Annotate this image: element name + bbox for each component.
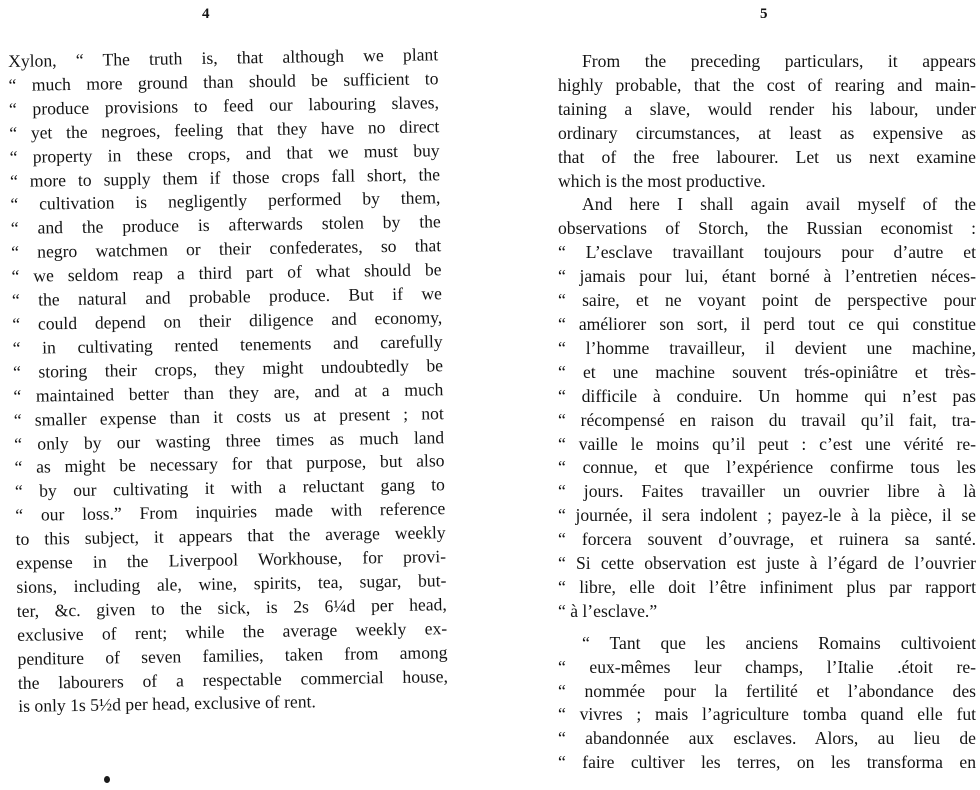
left-page xyxy=(0,0,470,790)
text-line: “ améliorer son sort, il perd tout ce qui constitue xyxy=(558,313,976,334)
text-line: “ L’esclave travaillant toujours pour d’autre et xyxy=(558,242,976,263)
text-line: that of the free labourer. Let us next examine xyxy=(558,146,976,167)
text-line: “ et une machine souvent trés-opiniâtre et très- xyxy=(558,361,976,382)
text-line: ordinary circumstances, at least as expensive as xyxy=(558,122,976,143)
right-page-text xyxy=(558,50,976,775)
text-line: “ journée, il sera indolent ; payez-le à la pièce, il se xyxy=(558,505,976,526)
text-line: “ jamais pour lui, étant borné à l’entretien néces- xyxy=(558,266,976,287)
text-line: “ we seldom reap a third part of what should be xyxy=(11,259,442,287)
text-line: “ yet the negroes, feeling that they have no direct xyxy=(9,115,440,143)
text-line: is only 1s 5½d per head, exclusive of rent. xyxy=(18,691,316,717)
text-line: exclusive of rent; while the average weekly ex- xyxy=(17,617,448,645)
text-line: Xylon, “ The truth is, that although we plant xyxy=(8,44,439,71)
text-line: “ eux-mêmes leur champs, l’Italie .étoit re- xyxy=(558,656,976,677)
text-line: “ the natural and probable produce. But if we xyxy=(11,283,443,311)
text-line: “ as might be necessary for that purpose, but also xyxy=(14,450,445,478)
text-line: the labourers of a respectable commercial house, xyxy=(17,665,449,693)
text-line: “ negro watchmen or their confederates, so that xyxy=(11,235,442,263)
text-line: to this subject, it appears that the average weekly xyxy=(15,522,446,550)
paragraph-first-line: “ Tant que les anciens Romains cultivoient xyxy=(582,632,976,653)
text-line: “ connue, et que l’expérience confirme tous les xyxy=(558,457,976,478)
text-line: ter, &c. given to the sick, is 2s 6¼d per head, xyxy=(16,594,447,621)
text-line: “ faire cultiver les terres, on les transforma en xyxy=(558,752,976,773)
text-line: “ maintained better than they are, and at a much xyxy=(13,378,444,406)
text-line: “ vivres ; mais l’agriculture tomba quand elle fut xyxy=(558,704,976,725)
text-line: “ in cultivating rented tenements and carefully xyxy=(12,331,443,358)
text-line: “ cultivation is negligently performed by them, xyxy=(10,187,441,215)
page-number-right: 5 xyxy=(760,6,768,22)
text-line: “ Si cette observation est juste à l’égard de l’ouvrier xyxy=(558,553,976,574)
text-line: “ by our cultivating it with a reluctant gang to xyxy=(14,474,446,502)
text-line: expense in the Liverpool Workhouse, for provi- xyxy=(15,546,447,573)
right-page xyxy=(540,0,980,790)
text-line: sions, including ale, wine, spirits, tea, sugar, but- xyxy=(16,570,447,597)
text-line: “ abandonnée aux esclaves. Alors, au lieu de xyxy=(558,728,976,749)
text-line: “ much more ground than should be sufficient to xyxy=(8,68,439,95)
text-line: “ vaille le moins qu’il peut : c’est une vérité re- xyxy=(558,433,976,454)
text-line: which is the most productive. xyxy=(558,170,766,191)
ink-blot xyxy=(104,776,110,783)
text-line: observations of Storch, the Russian economist : xyxy=(558,218,976,239)
text-line: “ jours. Faites travailler un ouvrier libre à là xyxy=(558,481,976,502)
text-line: “ smaller expense than it costs us at present ; not xyxy=(13,402,444,430)
text-line: “ forcera souvent d’ouvrage, et ruinera sa santé. xyxy=(558,529,976,550)
text-line: “ only by our wasting three times as much land xyxy=(14,426,445,454)
text-line: “ our loss.” From inquiries made with reference xyxy=(15,498,446,526)
text-line: “ property in these crops, and that we must buy xyxy=(9,139,440,167)
text-line: “ à l’esclave.” xyxy=(558,600,658,621)
paragraph-first-line: And here I shall again avail myself of the xyxy=(582,194,976,215)
text-line: “ and the produce is afterwards stolen by the xyxy=(10,211,441,239)
text-line: “ saire, et ne voyant point de perspective pour xyxy=(558,290,976,311)
text-line: “ récompensé en raison du travail qu’il fait, tra- xyxy=(558,409,976,430)
text-line: “ produce provisions to feed our labouring slaves, xyxy=(8,92,440,119)
text-line: “ l’homme travailleur, il devient une machine, xyxy=(558,337,976,358)
paragraph-first-line: From the preceding particulars, it appears xyxy=(582,51,976,71)
text-line: “ difficile à conduire. Un homme qui n’est pas xyxy=(558,385,976,406)
text-line: “ could depend on their diligence and economy, xyxy=(12,307,443,334)
text-line: “ nommée pour la fertilité et l’abondance des xyxy=(558,680,976,701)
text-line: penditure of seven families, taken from among xyxy=(17,641,448,669)
page-number-left: 4 xyxy=(202,6,210,22)
left-page-text xyxy=(8,43,448,719)
text-line: taining a slave, would render his labour, under xyxy=(558,98,976,119)
text-line: “ storing their crops, they might undoubtedly be xyxy=(12,354,444,382)
text-line: highly probable, that the cost of rearing and main- xyxy=(558,74,976,95)
text-line: “ more to supply them if those crops fall short, the xyxy=(9,163,441,191)
text-line: “ libre, elle doit l’être infiniment plus par rapport xyxy=(558,576,976,597)
